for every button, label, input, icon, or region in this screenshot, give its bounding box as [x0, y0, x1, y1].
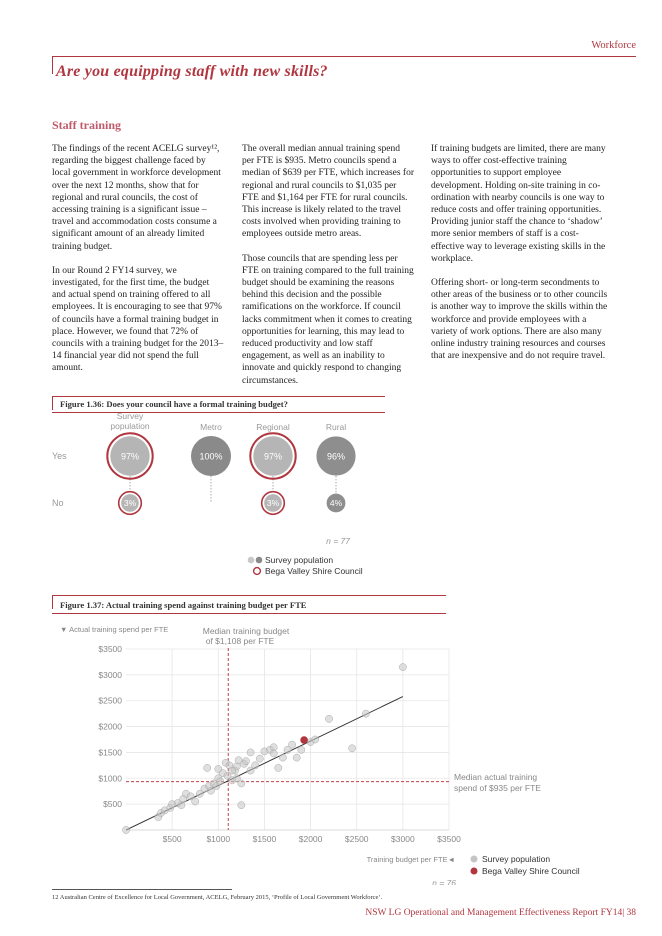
text-column-1	[52, 143, 224, 387]
survey-point	[399, 664, 406, 671]
row-label-no: No	[52, 498, 64, 508]
survey-point	[122, 826, 129, 833]
figure-1-36-title: Figure 1.36: Does your council have a formal training budget?	[60, 399, 288, 409]
y-tick-label: $3000	[98, 669, 122, 680]
no-value: 3%	[123, 498, 137, 509]
y-tick-label: $3500	[98, 644, 122, 654]
figure-rule	[52, 613, 446, 614]
legend-survey-dot-light	[248, 557, 255, 564]
survey-point	[279, 754, 286, 761]
y-tick-label: $1000	[98, 773, 122, 784]
x-tick-label: $2500	[344, 834, 369, 844]
survey-point	[215, 765, 222, 772]
sub-heading: Staff training	[52, 118, 121, 132]
paragraph: The overall median annual training spend per FTE is $935. Metro councils spend a median of $639 per FTE, which increases for regional and rural councils to $1,035 per FTE and $1,164 per FTE for rural councils. This increase is likely related to the travel costs involved when providing training to employees outside metro areas.	[242, 144, 415, 240]
legend-council-ring	[254, 568, 261, 575]
survey-point	[217, 778, 224, 785]
sample-size: n = 76	[432, 878, 456, 885]
paragraph: If training budgets are limited, there are many ways to offer cost-effective training opportunities to support employee development. Holding on-site training in co-ordination with nearby councils is one way to reduce costs and offer training opportunities. Providing junior staff the chance to ‘shadow’ more senior members of staff is a cost-effective way to leverage existing skills in the workplace.	[431, 144, 606, 264]
y-tick-label: $2500	[98, 695, 122, 706]
figure-rule-tick	[52, 595, 53, 609]
legend-council-label: Bega Valley Shire Council	[482, 866, 580, 876]
x-tick-label: $1500	[252, 834, 277, 844]
legend-survey-label: Survey population	[265, 555, 334, 565]
yes-value: 97%	[263, 451, 283, 462]
figure-1-37-title: Figure 1.37: Actual training spend against training budget per FTE	[60, 600, 307, 610]
column-label: Regional	[256, 422, 290, 432]
paragraph: The findings of the recent ACELG survey¹², regarding the biggest challenge faced by local government in workforce development over the next 12 months, show that for regional and rural councils, the cost of accessing training is a significant issue – travel and accommodation costs consume a significant amount of an already limited training budget.	[52, 144, 221, 252]
x-tick-label: $500	[162, 834, 182, 844]
page-title: Are you equipping staff with new skills?	[56, 63, 328, 80]
x-tick-label: $2000	[298, 834, 323, 844]
legend-survey-dot	[471, 856, 478, 863]
x-tick-label: $3500	[437, 834, 461, 844]
survey-point	[229, 767, 236, 774]
survey-point	[233, 775, 240, 782]
legend-survey-label: Survey population	[482, 854, 551, 864]
header-rule	[52, 56, 636, 57]
section-label: Workforce	[591, 40, 636, 51]
no-value: 4%	[329, 498, 343, 509]
survey-point	[298, 746, 305, 753]
figure-rule-tick	[52, 396, 53, 410]
median-actual-label-line2: spend of $935 per FTE	[454, 783, 541, 793]
survey-point	[242, 758, 249, 765]
yes-value: 100%	[199, 451, 223, 462]
x-tick-label: $3000	[391, 834, 415, 844]
median-actual-label-line1: Median actual training	[454, 772, 538, 782]
y-tick-label: $500	[103, 799, 122, 810]
figure-rule	[52, 396, 385, 397]
yes-value: 97%	[120, 451, 140, 462]
paragraph: Those councils that are spending less per FTE on training compared to the full training budget should be examining the reasons behind this decision and the possible ramifications on the workforce. If council lacks commitment when it comes to creating opportunities for learning, this may lead to reduced productivity and low staff engagement, as well as an inability to innovate and quickly respond to changing circumstances.	[242, 253, 414, 386]
survey-point	[204, 764, 211, 771]
column-label: population	[110, 421, 150, 431]
x-tick-label: $1000	[206, 834, 231, 844]
sample-size: n = 77	[326, 536, 350, 546]
column-label: Survey	[116, 411, 144, 421]
survey-point	[270, 750, 277, 757]
median-budget-label-line1: Median training budget	[202, 626, 290, 636]
text-column-2	[242, 143, 414, 399]
legend-council-label: Bega Valley Shire Council	[265, 566, 363, 576]
council-point	[300, 736, 308, 744]
survey-point	[256, 755, 263, 762]
survey-point	[293, 754, 300, 761]
paragraph: Offering short- or long-term secondments to other areas of the business or to other councils is another way to improve the skills within the workforce and provide employees with a variety of work options. There are also many online industry training resources and courses that are inexpensive and do not require travel.	[431, 278, 608, 362]
paragraph: In our Round 2 FY14 survey, we investigated, for the first time, the budget and actual spend on training offered to all employees. It is encouraging to see that 97% of councils have a formal training budget in place. However, we found that 72% of councils with a training budget for the 2013–14 financial year did not spend the full amount.	[52, 265, 224, 374]
footnote: 12 Australian Centre of Excellence for Local Government, ACELG, February 2015, ‘Profile of Local Government Workforce’.	[52, 894, 383, 901]
survey-point	[275, 764, 282, 771]
figure-1-37-chart	[0, 615, 662, 885]
survey-point	[238, 802, 245, 809]
legend-survey-dot-dark	[256, 557, 263, 564]
text-column-3	[431, 143, 611, 374]
y-axis-label: ▼ Actual training spend per FTE	[60, 625, 169, 634]
no-value: 3%	[266, 498, 280, 509]
survey-point	[325, 715, 332, 722]
survey-point	[289, 741, 296, 748]
figure-rule	[52, 595, 446, 596]
survey-point	[312, 736, 319, 743]
footnote-rule	[52, 889, 232, 890]
survey-point	[349, 745, 356, 752]
header-rule-tick	[52, 56, 53, 74]
survey-point	[362, 710, 369, 717]
page-footer: NSW LG Operational and Management Effectiveness Report FY14| 38	[365, 908, 636, 918]
survey-point	[252, 762, 259, 769]
column-label: Rural	[325, 422, 347, 432]
y-tick-label: $2000	[98, 721, 122, 732]
legend-council-dot	[471, 868, 478, 875]
column-label: Metro	[200, 422, 222, 432]
survey-point	[247, 749, 254, 756]
median-budget-label-line2: of $1,108 per FTE	[205, 636, 275, 646]
row-label-yes: Yes	[52, 451, 67, 461]
x-axis-label: Training budget per FTE◄	[366, 855, 455, 864]
figure-1-36-chart	[0, 410, 662, 580]
survey-point	[192, 798, 199, 805]
yes-value: 96%	[326, 451, 346, 462]
y-tick-label: $1500	[98, 747, 122, 758]
